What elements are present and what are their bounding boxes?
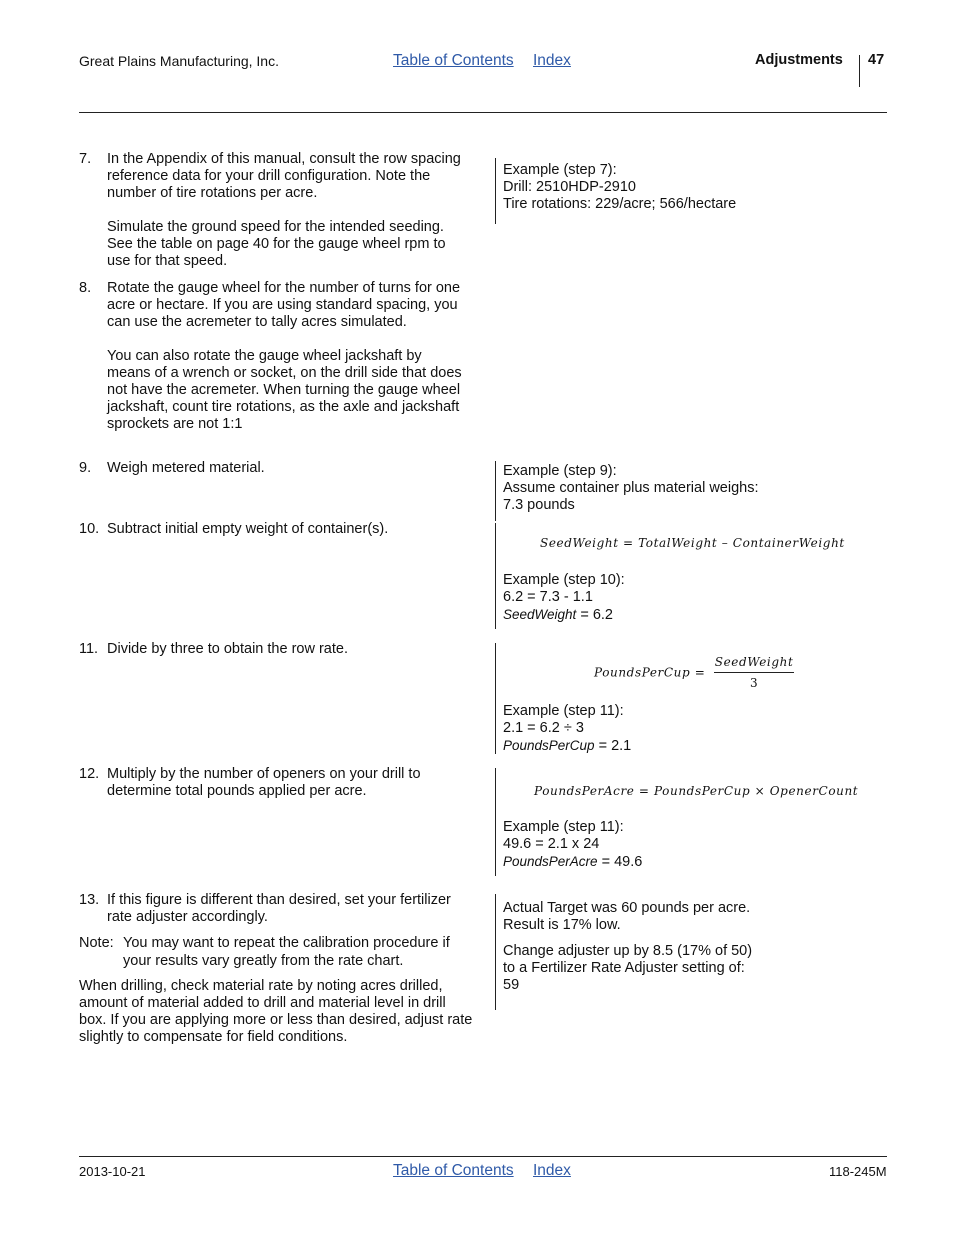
- step-11: [79, 641, 469, 658]
- step-12: [79, 766, 469, 800]
- example-result: [503, 606, 863, 624]
- step-text: Multiply by the number of openers on your drill to determine total pounds applied per acre.: [107, 766, 421, 799]
- page-number: 47: [868, 52, 885, 68]
- header-toc-link[interactable]: Table of Contents: [393, 52, 514, 69]
- footer-doc-number: 118-245M: [829, 1164, 887, 1179]
- header-divider: [859, 55, 860, 87]
- example-result: [503, 853, 863, 871]
- example-line: to a Fertilizer Rate Adjuster setting of:: [503, 960, 745, 976]
- step-number: 10.: [79, 521, 100, 537]
- formula-seed-weight: SeedWeight = TotalWeight – ContainerWeight: [540, 536, 845, 550]
- example-line: Result is 17% low.: [503, 917, 621, 933]
- example-step-12: [495, 768, 863, 876]
- formula-pounds-per-cup: [594, 654, 863, 692]
- note: [79, 934, 474, 970]
- result-value: = 6.2: [576, 607, 613, 623]
- step-number: 12.: [79, 766, 100, 782]
- formula-fraction: [714, 654, 795, 692]
- example-line: 6.2 = 7.3 - 1.1: [503, 589, 593, 605]
- example-heading: Example (step 11):: [503, 819, 624, 835]
- step-number: 8.: [79, 280, 92, 296]
- example-line: Actual Target was 60 pounds per acre.: [503, 900, 751, 916]
- step-9: [79, 460, 469, 477]
- section-title: Adjustments: [755, 52, 843, 68]
- step-text: Rotate the gauge wheel for the number of turns for one acre or hectare. If you are using standard spacing, you can use the acremeter to tally acres simulated.: [107, 280, 461, 330]
- step-text: In the Appendix of this manual, consult the row spacing reference data for your drill configuration. Note the number of tire rotations per acre.: [107, 151, 461, 201]
- example-heading: Example (step 11):: [503, 703, 624, 719]
- header-rule: [79, 112, 887, 113]
- example-line: Change adjuster up by 8.5 (17% of 50): [503, 943, 753, 959]
- result-value: = 49.6: [597, 854, 643, 870]
- closing-paragraph: When drilling, check material rate by noting acres drilled, amount of material added to drill and material level in drill box. If you are applying more or less than desired, adjust rate slightly to compensate for field conditions.: [79, 978, 473, 1045]
- step-number: 9.: [79, 460, 92, 476]
- example-line: 49.6 = 2.1 x 24: [503, 836, 600, 852]
- step-number: 11.: [79, 641, 99, 657]
- footer-date: 2013-10-21: [79, 1164, 146, 1179]
- example-step-13: [495, 894, 863, 1010]
- footer-index-link[interactable]: Index: [533, 1162, 571, 1179]
- footer-toc-link[interactable]: Table of Contents: [393, 1162, 514, 1179]
- fraction-numerator: SeedWeight: [714, 654, 795, 673]
- step-number: 13.: [79, 892, 100, 908]
- example-line: 2.1 = 6.2 ÷ 3: [503, 720, 584, 736]
- result-value: = 2.1: [594, 738, 632, 754]
- step-text: Divide by three to obtain the row rate.: [107, 641, 348, 657]
- example-line: Drill: 2510HDP-2910: [503, 179, 636, 195]
- example-step-11: [495, 643, 863, 754]
- step-7: [79, 151, 469, 270]
- formula-pounds-per-acre: PoundsPerAcre = PoundsPerCup × OpenerCount: [534, 784, 859, 798]
- example-line: Tire rotations: 229/acre; 566/hectare: [503, 196, 737, 212]
- footer-rule: [79, 1156, 887, 1157]
- step-text: If this figure is different than desired, set your fertilizer rate adjuster accordingly.: [107, 892, 451, 925]
- example-step-7: [495, 158, 863, 224]
- example-step-9: [495, 461, 863, 521]
- header-index-link[interactable]: Index: [533, 52, 571, 69]
- note-label: Note:: [79, 935, 114, 951]
- result-variable: PoundsPerCup: [503, 738, 595, 753]
- example-line: 59: [503, 977, 520, 993]
- step-text: Weigh metered material.: [107, 460, 265, 476]
- step-text: Subtract initial empty weight of container(s).: [107, 521, 389, 537]
- example-step-10: [495, 523, 863, 629]
- fraction-denominator: 3: [749, 676, 759, 690]
- step-8: [79, 280, 469, 433]
- step-10: [79, 521, 469, 538]
- example-heading: Example (step 10):: [503, 572, 625, 588]
- company-name: Great Plains Manufacturing, Inc.: [79, 53, 279, 69]
- step-13: [79, 892, 469, 926]
- result-variable: PoundsPerAcre: [503, 854, 598, 869]
- example-line: 7.3 pounds: [503, 497, 575, 513]
- example-heading: Example (step 9):: [503, 463, 617, 479]
- step-number: 7.: [79, 151, 92, 167]
- formula-lhs: PoundsPerCup =: [594, 665, 706, 680]
- step-text: You can also rotate the gauge wheel jackshaft by means of a wrench or socket, on the drill side that does not have the acremeter. When turning the gauge wheel jackshaft, count tire rotations, as the axle and jackshaft sprockets are not 1:1: [107, 348, 462, 432]
- result-variable: SeedWeight: [503, 607, 577, 622]
- step-text: Simulate the ground speed for the intended seeding. See the table on page 40 for the gauge wheel rpm to use for that speed.: [107, 219, 446, 269]
- example-heading: Example (step 7):: [503, 162, 617, 178]
- example-line: Assume container plus material weighs:: [503, 480, 759, 496]
- example-result: [503, 737, 863, 755]
- note-text: You may want to repeat the calibration procedure if your results vary greatly from the rate chart.: [123, 935, 450, 969]
